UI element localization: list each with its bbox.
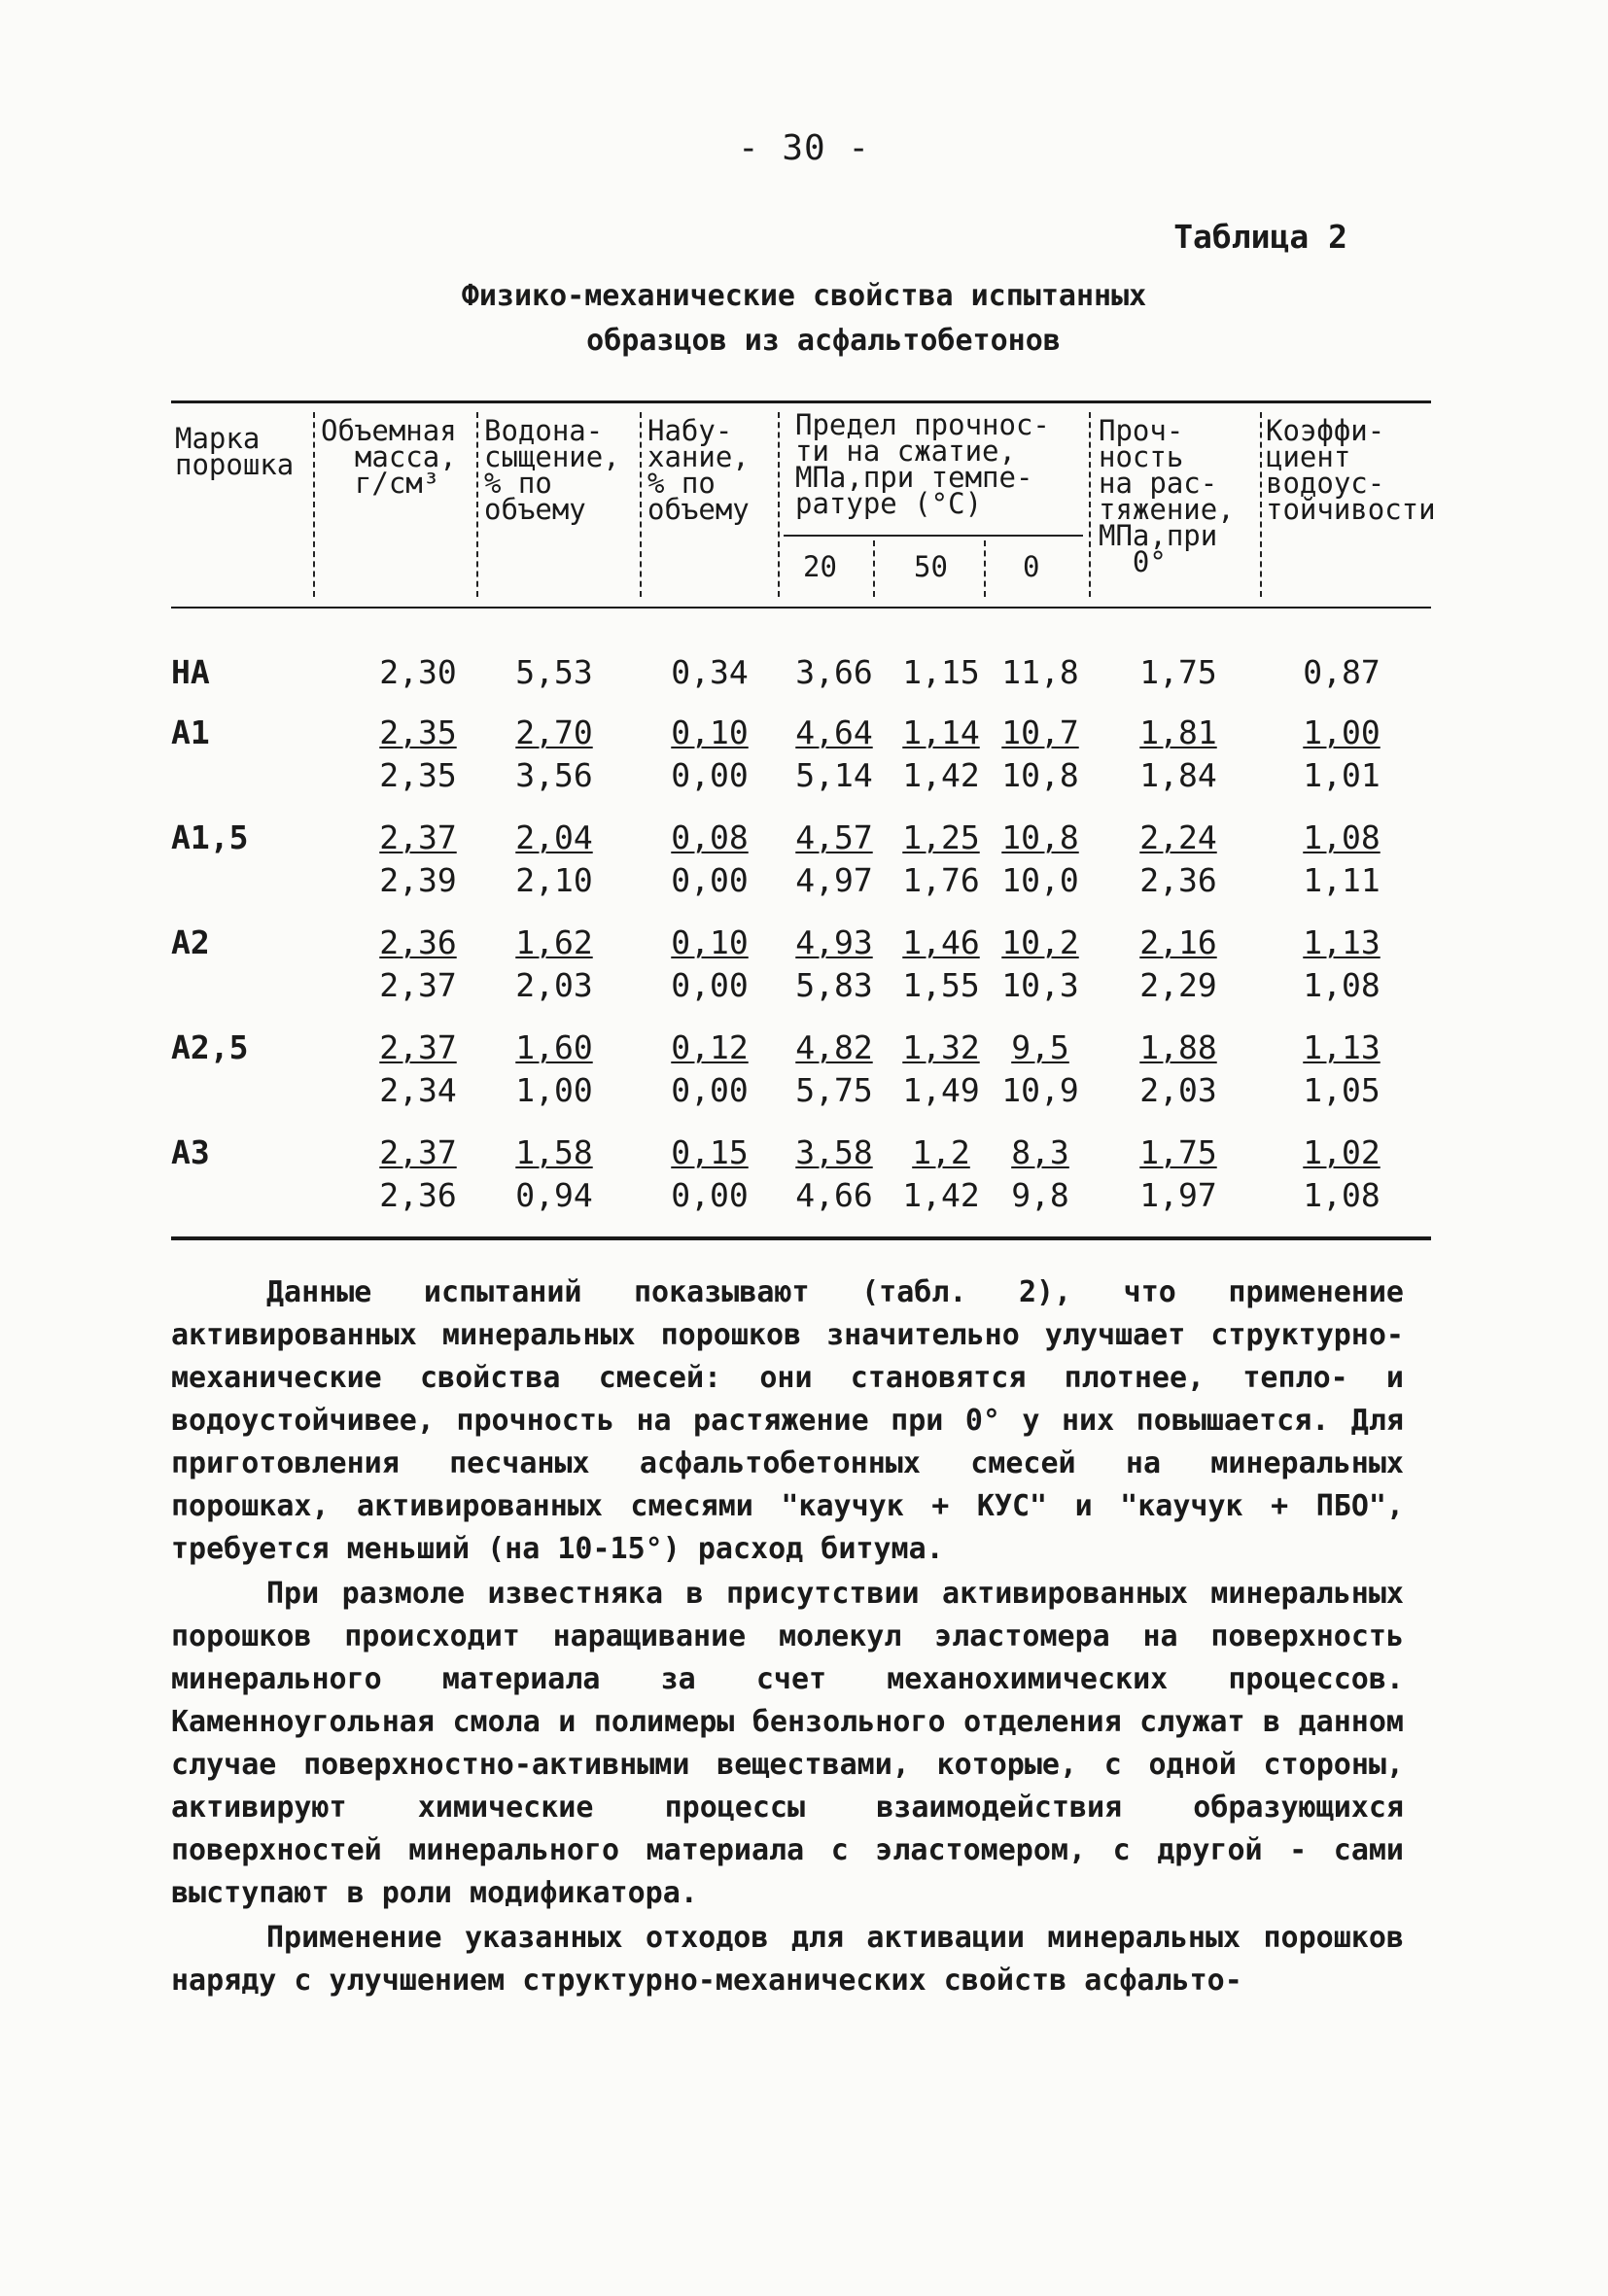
cell-swelling: 0,15 — [671, 1133, 749, 1171]
cell-density: 2,36 — [379, 923, 457, 961]
cell-swelling: 0,10 — [671, 923, 749, 961]
header-water-resistance-coeff: Коэффи- циент водоус- тойчивости — [1266, 414, 1436, 526]
cell-swelling-after: 0,00 — [671, 966, 749, 1004]
cell-strength-0-after: 10,3 — [1001, 966, 1079, 1004]
table-label: Таблица 2 — [1173, 218, 1347, 256]
cell-strength-50-after: 1,76 — [902, 861, 980, 899]
cell-strength-50: 1,2 — [912, 1133, 970, 1171]
cell-density-after: 2,36 — [379, 1176, 457, 1214]
cell-strength-0: 8,3 — [1011, 1133, 1069, 1171]
cell-strength-0-after: 10,8 — [1001, 756, 1079, 794]
header-temp-50: 50 — [914, 550, 948, 583]
row-label: А1,5 — [171, 818, 249, 856]
cell-strength-20-after: 5,75 — [795, 1071, 873, 1109]
cell-water-resistance-coeff-after: 1,08 — [1303, 1176, 1381, 1214]
cell-strength-20-after: 5,14 — [795, 756, 873, 794]
cell-strength-20: 4,82 — [795, 1028, 873, 1066]
cell-density-after: 2,34 — [379, 1071, 457, 1109]
table-caption — [0, 274, 1608, 364]
cell-water-saturation: 5,53 — [515, 653, 593, 691]
cell-strength-50: 1,15 — [902, 653, 980, 691]
cell-strength-0: 11,8 — [1001, 653, 1079, 691]
cell-strength-50: 1,14 — [902, 713, 980, 751]
cell-strength-20-after: 4,66 — [795, 1176, 873, 1214]
header-temp-20: 20 — [803, 550, 837, 583]
cell-tensile-strength: 2,24 — [1139, 818, 1217, 856]
column-separator — [984, 540, 986, 597]
cell-tensile-strength: 1,75 — [1139, 1133, 1217, 1171]
cell-swelling-after: 0,00 — [671, 1071, 749, 1109]
column-separator — [313, 412, 315, 597]
cell-strength-0: 10,2 — [1001, 923, 1079, 961]
row-label: А2 — [171, 923, 210, 961]
header-density: Объемная масса, г/см³ — [321, 414, 457, 500]
cell-swelling: 0,34 — [671, 653, 749, 691]
cell-water-saturation-after: 2,10 — [515, 861, 593, 899]
header-brand: Марка порошка — [175, 422, 295, 481]
cell-density: 2,35 — [379, 713, 457, 751]
cell-strength-50: 1,46 — [902, 923, 980, 961]
cell-water-saturation: 2,70 — [515, 713, 593, 751]
cell-tensile-strength: 1,75 — [1139, 653, 1217, 691]
column-separator — [1260, 412, 1262, 597]
paragraph: Данные испытаний показывают (табл. 2), что применение активированных минеральных порошков значительно улучшает структурно-механические свойства смесей: они становятся плотнее, тепло- и водоустойчивее, прочность на растяжение при 0° у них повышается. Для приготовления песчаных асфальтобетонных смесей на минеральных порошках, активированных смесями "каучук + КУС" и "каучук + ПБО", требуется меньший (на 10-15°) расход битума. — [171, 1275, 1404, 1566]
cell-strength-0-after: 9,8 — [1011, 1176, 1069, 1214]
cell-strength-20: 4,57 — [795, 818, 873, 856]
table-bottom-rule — [171, 1236, 1431, 1240]
cell-strength-0: 9,5 — [1011, 1028, 1069, 1066]
header-swelling: Набу- хание, % по объему — [647, 414, 750, 526]
cell-water-resistance-coeff: 1,13 — [1303, 1028, 1381, 1066]
cell-strength-0-after: 10,0 — [1001, 861, 1079, 899]
cell-water-saturation: 1,58 — [515, 1133, 593, 1171]
cell-strength-50-after: 1,42 — [902, 756, 980, 794]
cell-water-saturation-after: 0,94 — [515, 1176, 593, 1214]
cell-strength-50-after: 1,49 — [902, 1071, 980, 1109]
table-header-rule — [171, 607, 1431, 609]
column-separator — [640, 412, 642, 597]
column-separator — [1089, 412, 1091, 597]
cell-water-resistance-coeff: 1,13 — [1303, 923, 1381, 961]
header-compressive-strength: Предел прочнос- ти на сжатие, МПа,при темпе- ратуре (°С) — [795, 408, 1050, 520]
cell-strength-20: 3,66 — [795, 653, 873, 691]
cell-strength-20: 4,93 — [795, 923, 873, 961]
cell-tensile-strength-after: 2,29 — [1139, 966, 1217, 1004]
cell-density: 2,37 — [379, 818, 457, 856]
paragraph: Применение указанных отходов для активации минеральных порошков наряду с улучшением структурно-механических свойств асфальто- — [171, 1921, 1404, 1998]
cell-strength-20: 3,58 — [795, 1133, 873, 1171]
cell-density: 2,37 — [379, 1028, 457, 1066]
caption-line-2: образцов из асфальтобетонов — [586, 324, 1061, 358]
cell-swelling: 0,10 — [671, 713, 749, 751]
cell-density-after: 2,35 — [379, 756, 457, 794]
column-separator — [778, 412, 780, 597]
page-number: - 30 - — [737, 128, 871, 168]
body-text — [171, 1271, 1404, 2004]
cell-density: 2,37 — [379, 1133, 457, 1171]
column-separator — [873, 540, 875, 597]
cell-strength-20-after: 5,83 — [795, 966, 873, 1004]
cell-density: 2,30 — [379, 653, 457, 691]
cell-water-resistance-coeff-after: 1,01 — [1303, 756, 1381, 794]
row-label: А2,5 — [171, 1028, 249, 1066]
row-label: А1 — [171, 713, 210, 751]
cell-water-resistance-coeff-after: 1,05 — [1303, 1071, 1381, 1109]
cell-strength-50: 1,32 — [902, 1028, 980, 1066]
cell-tensile-strength: 2,16 — [1139, 923, 1217, 961]
cell-swelling-after: 0,00 — [671, 756, 749, 794]
cell-density-after: 2,37 — [379, 966, 457, 1004]
header-temp-0: 0 — [1023, 550, 1040, 583]
header-water-saturation: Водона- сыщение, % по объему — [484, 414, 620, 526]
cell-swelling: 0,08 — [671, 818, 749, 856]
cell-tensile-strength: 1,81 — [1139, 713, 1217, 751]
cell-swelling: 0,12 — [671, 1028, 749, 1066]
cell-swelling-after: 0,00 — [671, 861, 749, 899]
cell-water-saturation: 1,60 — [515, 1028, 593, 1066]
subheader-rule — [784, 535, 1083, 537]
cell-strength-0: 10,8 — [1001, 818, 1079, 856]
row-label: НА — [171, 653, 210, 691]
cell-tensile-strength: 1,88 — [1139, 1028, 1217, 1066]
cell-strength-50: 1,25 — [902, 818, 980, 856]
cell-strength-50-after: 1,55 — [902, 966, 980, 1004]
cell-strength-0-after: 10,9 — [1001, 1071, 1079, 1109]
paragraph: При размоле известняка в присутствии активированных минеральных порошков происходит наращивание молекул эластомера на поверхность минерального материала за счет механохимических процессов. Каменноугольная смола и полимеры бензольного отделения служат в данном случае поверхностно-активными веществами, которые, с одной стороны, активируют химические процессы взаимодействия образующихся поверхностей минерального материала с эластомером, с другой - сами выступают в роли модификатора. — [171, 1577, 1404, 1910]
cell-tensile-strength-after: 2,36 — [1139, 861, 1217, 899]
cell-water-resistance-coeff-after: 1,08 — [1303, 966, 1381, 1004]
table-top-rule — [171, 400, 1431, 403]
cell-water-saturation: 1,62 — [515, 923, 593, 961]
cell-swelling-after: 0,00 — [671, 1176, 749, 1214]
row-label: А3 — [171, 1133, 210, 1171]
cell-tensile-strength-after: 2,03 — [1139, 1071, 1217, 1109]
cell-density-after: 2,39 — [379, 861, 457, 899]
caption-line-1: Физико-механические свойства испытанных — [461, 279, 1147, 313]
cell-water-saturation: 2,04 — [515, 818, 593, 856]
cell-strength-20: 4,64 — [795, 713, 873, 751]
cell-strength-0: 10,7 — [1001, 713, 1079, 751]
cell-water-resistance-coeff: 1,00 — [1303, 713, 1381, 751]
cell-tensile-strength-after: 1,97 — [1139, 1176, 1217, 1214]
header-tensile-strength: Проч- ность на рас- тяжение, МПа,при 0° — [1099, 414, 1235, 578]
cell-water-resistance-coeff: 1,02 — [1303, 1133, 1381, 1171]
cell-water-saturation-after: 1,00 — [515, 1071, 593, 1109]
column-separator — [476, 412, 478, 597]
cell-water-resistance-coeff-after: 1,11 — [1303, 861, 1381, 899]
cell-water-resistance-coeff: 0,87 — [1303, 653, 1381, 691]
cell-strength-50-after: 1,42 — [902, 1176, 980, 1214]
cell-tensile-strength-after: 1,84 — [1139, 756, 1217, 794]
cell-water-saturation-after: 3,56 — [515, 756, 593, 794]
cell-water-saturation-after: 2,03 — [515, 966, 593, 1004]
cell-water-resistance-coeff: 1,08 — [1303, 818, 1381, 856]
cell-strength-20-after: 4,97 — [795, 861, 873, 899]
